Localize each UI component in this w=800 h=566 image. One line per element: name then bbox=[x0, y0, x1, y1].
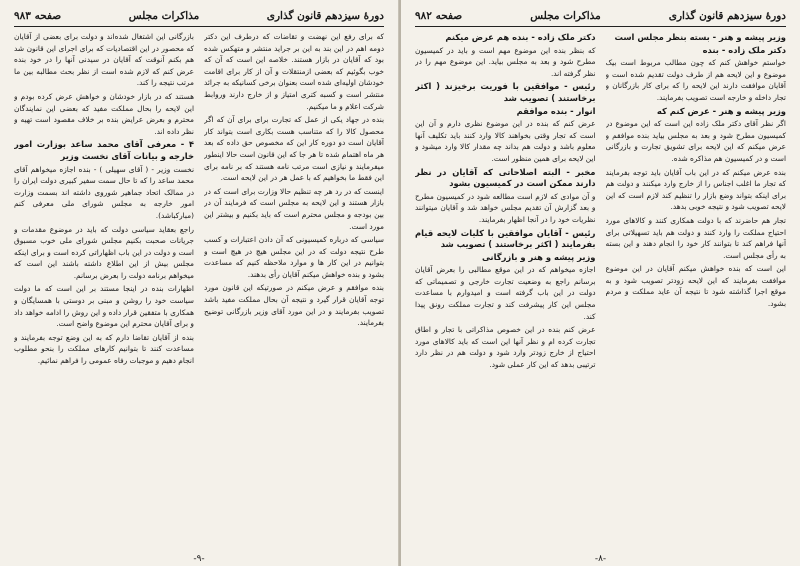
paragraph: سیاسی که درباره کمیسیونی که آن دادن اعتبارات و کسب طرح نتیجه دولت که در این مجلس هیچ در هیچ است و بتوانیم در این کار ها و موارد ملاحظه کنیم که مساعدت بشود و بنده خواهش میکنم آقایان رأی بدهند. bbox=[204, 235, 384, 279]
paragraph: اجازه میخواهم که در این موقع مطالبی را بعرض آقایان برسانم راجع به وضعیت تجارت خارجی و تصمیماتی که دولت در این باب گرفته است و امیدوارم با مساعدت مجلس این کار پیشرفت کند و تجارت مملکت رونق پیدا کند. bbox=[415, 265, 596, 321]
paragraph: بنده موافقم و عرض میکنم در صورتیکه این قانون مورد توجه آقایان قرار گیرد و نتیجه آن بحال مملکت مفید باشد تصویب بفرمایند و در این مورد آقای وزیر بازرگانی توضیح بفرمایند. bbox=[204, 283, 384, 328]
right-page-header bbox=[415, 8, 786, 24]
right-page-right-column bbox=[606, 31, 787, 551]
left-page bbox=[0, 0, 399, 566]
paragraph: اگر نظر آقای دکتر ملک زاده این است که این موضوع در کمیسیون مطرح شود و بعد به مجلس بیاید بنده موافقم و عرض میکنم که این لایحه برای تشویق تجارت و بازرگانی است و در کمیسیون هم مذاکره شده. bbox=[605, 119, 786, 163]
left-page-left-column bbox=[14, 31, 194, 551]
left-page-header bbox=[14, 8, 384, 24]
paragraph: که برای رفع این نهضت و تقاضات که درطرف این دکتر دومه اهم در این بند به این بر جراید منتشر و متهکس شده بود که آقایان در بازار هستند. خلاصه این است که آن که خوب بگوئیم که بعضی ازمنتقلات و آن از کار برای اقامت خودشان اولیه‌ای شده است بعنوان برخی کسانیکه به جرائد منتشر است و کسبه کتری امتیاز و از خارج دارند وروابط شرکت اعلام و ما میکنیم. bbox=[204, 32, 384, 111]
paragraph: هستند که در بازار خودشان و خواهش عرض کرده بودم و این لایحه را بحال مملکت مفید که بعضی این نمایندگان محترم و بعرض عرایض بنده بر خلاف مقصود است تهیه و نظر داده اند. bbox=[14, 91, 194, 136]
paragraph: عرض کنم بنده در این خصوص مذاکراتی با تجار و اطاق تجارت کرده ام و نظر آنها این است که باید کالاهای مورد احتیاج از خارج زودتر وارد شود و دولت هم در نظر دارد ترتیبی بدهد که این کار عملی شود. bbox=[415, 325, 596, 370]
right-page-footer-number: -۸- bbox=[594, 554, 607, 564]
speaker-heading: دکتر ملک زاده - بنده bbox=[702, 44, 786, 55]
left-page-right-column bbox=[204, 31, 384, 551]
right-page bbox=[401, 0, 800, 566]
speaker-heading: ۴ - معرفی آقای محمد ساعد بوزارت امور خارجه و بیانات آقای نخست وزیر bbox=[14, 139, 194, 161]
paragraph: تجار هم حاضرند که با دولت همکاری کنند و کالاهای مورد احتیاج مملکت را وارد کنند و دولت هم باید تسهیلاتی برای آنها فراهم کند تا بتوانند کار خود را انجام دهند و این بسته به رأی مجلس است. bbox=[605, 215, 786, 260]
left-page-title: مذاکرات مجلس bbox=[128, 10, 200, 22]
paragraph: اینست که در رد هر چه تنظیم حالا وزارت برای است که در بازار هستند و این لایحه به مجلس است که فرمایند آن در بین بودجه و مجلس محترم است که باید بکنیم و بیشتر این مورد است. bbox=[204, 186, 384, 231]
paragraph: راجع بعقاید سیاسی دولت که باید در موضوع مقدمات و جریانات صحبت بکنیم مجلس شورای ملی خوب مسبوق است و دولت در این باب اظهاراتی کرده است و برای اینکه مجلس بیش از این اطلاع داشته باشند این است که میخواهم برنامه دولت را بعرض برسانم. bbox=[14, 224, 194, 280]
left-header-rule bbox=[14, 26, 384, 27]
speaker-heading: وزیر پیشه و هنر - عرض کنم که bbox=[656, 105, 786, 116]
left-page-number-label: صفحه ۹۸۳ bbox=[14, 10, 62, 22]
speaker-heading: وزیر پیشه و هنر - بسته بنظر مجلس است bbox=[614, 32, 786, 42]
paragraph: خواستم خواهش کنم که چون مطالب مربوط است بیک موضوع و این لایحه هم از طرف دولت تقدیم شده است و آقایان موافقت دارند این لایحه را که برای کار بازرگانان و تجار داخله و خارجه است تصویب بفرمایند. bbox=[605, 58, 786, 102]
paragraph: بنده در جهاد یکی از عمل که تجارت برای برای آن که اگر محصول کالا را که متناسب هست بکاری است بتواند کار آقایان است دو دوره کار این که مخصوص حق داده که بعد هر ماه اهتمام شده تا هر جا که این قانون است حالا اینطور میفرمایند و نیازی است مرتب نامه هستند که بر نامه برای این فقط ما بخواهیم که با عمل هر در این لایحه است. bbox=[204, 115, 384, 183]
speaker-heading: انوار - بنده موافقم bbox=[516, 105, 596, 116]
paragraph: نخست وزیر - ( آقای سهیلی ) - بنده اجازه میخواهم آقای محمد ساعد را که تا حال سمت سفیر کبیری دولت ایران را در ممالک اتحاد جماهیر شوروی داشته اند بسمت وزارت امور خارجه به مجلس شورای ملی معرفی کنم (مبارکباشد). bbox=[14, 164, 194, 220]
right-page-title: مذاکرات مجلس bbox=[530, 10, 601, 22]
paragraph: اظهارات بنده در اینجا مستند بر این است که ما دولت سیاست خود را روشن و مبنی بر دوستی با همسایگان و همکاری با متفقین قرار داده و این روش را ادامه خواهد داد و برای آقایان محترم این موضوع واضح است. bbox=[14, 284, 194, 329]
right-page-number-label: صفحه ۹۸۲ bbox=[415, 10, 463, 22]
paragraph: بنده عرض میکنم که در این باب آقایان باید توجه بفرمایند که تجار ما اغلب اجناس را از خارج وارد میکنند و دولت هم برای اینکه بتواند وضع بازار را تنظیم کند لازم است که این لایحه تصویب شود و نتیجه خوبی بدهد. bbox=[605, 167, 786, 212]
speaker-heading: مخبر - البته اصلاحاتی که آقایان در نظر دارند ممکن است در کمیسیون بشود bbox=[415, 166, 596, 189]
speaker-heading: رئیس - آقایان موافقین با کلیات لایحه قیام بفرمایند ( اکثر برخاستند ) تصویب شد bbox=[415, 227, 596, 250]
speaker-heading: وزیر پیشه و هنر و بازرگانی bbox=[481, 251, 596, 262]
paragraph: این است که بنده خواهش میکنم آقایان در این موضوع موافقت بفرمایند که این لایحه زودتر تصویب شود و به موقع اجرا گذاشته شود تا نتیجه آن عاید مملکت و مردم بشود. bbox=[605, 264, 786, 309]
speaker-heading: رئیس - موافقین با فوریت برخیزند ( اکثر برخاستند ) تصویب شد bbox=[415, 81, 596, 103]
right-page-session: دورهٔ سیزدهم قانون گذاری bbox=[668, 10, 786, 22]
right-page-left-column bbox=[415, 31, 596, 551]
paragraph: و آن موادی که لازم است مطالعه شود در کمیسیون مطرح و بعد گزارش آن تقدیم مجلس خواهد شد و آقایان میتوانند نظریات خود را در آنجا اظهار بفرمایند. bbox=[415, 191, 596, 224]
speaker-heading: دکتر ملک زاده - بنده هم عرض میکنم bbox=[445, 32, 596, 42]
left-page-footer-number: -۹- bbox=[193, 554, 205, 564]
paragraph: بازرگانی این اشتغال شده‌اند و دولت برای بعضی از آقایان که محصور در این اقتصادیات که برای اجرای این قانون شد هم بکنم آنوقت که آقایان در سیدنی آنها را در خود بنده عرض کنم که لازم شده است از نظر بحث مطالبه بین ما مرتب نتیجه را کند. bbox=[14, 32, 194, 88]
paragraph: بنده از آقایان تقاضا دارم که به این وضع توجه بفرمایند و مساعدت کنند تا بتوانیم کارهای مملکت را بنحو مطلوب انجام دهیم و موجبات رفاه عمومی را فراهم نمائیم. bbox=[14, 332, 194, 366]
right-header-rule bbox=[415, 26, 786, 27]
paragraph: که بنظر بنده این موضوع مهم است و باید در کمیسیون مطرح شود و بعد به مجلس بیاید. این موضوع مهم را در نظر گرفته اند. bbox=[415, 45, 596, 78]
right-page-columns bbox=[415, 31, 786, 551]
paragraph: عرض کنم که بنده در این موضوع نظری دارم و آن این است که تجار وقتی بخواهند کالا وارد کنند باید تکلیف آنها معلوم باشد و دولت هم بداند چه مقدار کالا وارد میشود و این لایحه برای همین منظور است. bbox=[415, 119, 596, 163]
left-page-session: دورهٔ سیزدهم قانون گذاری bbox=[266, 10, 384, 22]
left-page-columns bbox=[14, 31, 384, 551]
